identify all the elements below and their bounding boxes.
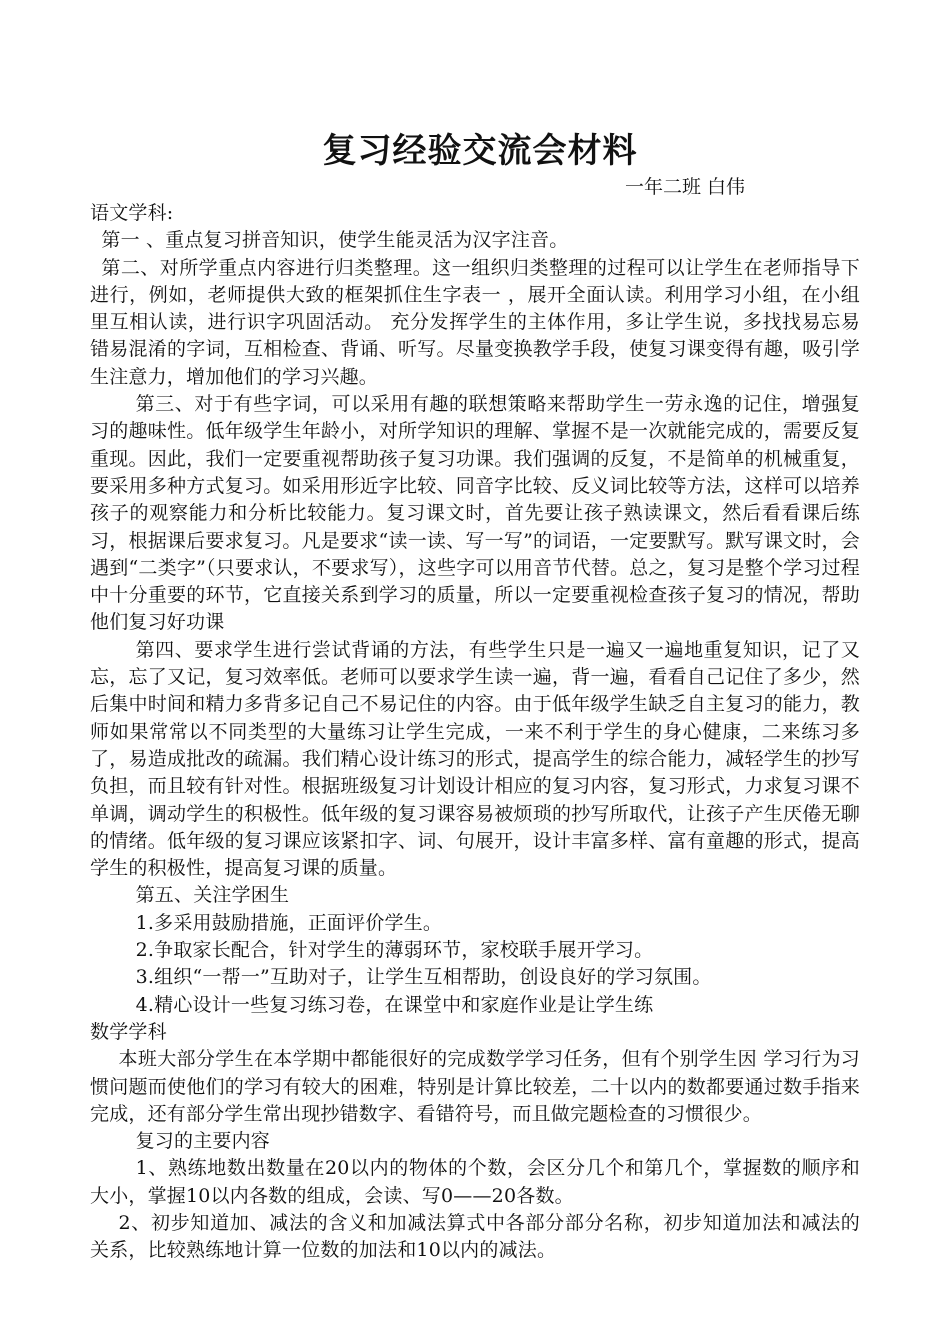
paragraph-3: 第三、对于有些字词，可以采用有趣的联想策略来帮助学生一劳永逸的记住，增强复习的趣味性。低年级学生年龄小，对所学知识的理解、掌握不是一次就能完成的，需要反复重现。因此，我们一定要重视帮助孩子复习功课。我们强调的反复，不是简单的机械重复，要采用多种方式复习。如采用形近字比较、同音字比较、反义词比较等方法，这样可以培养孩子的观察能力和分析比较能力。复习课文时，首先要让孩子熟读课文，然后看看课后练习，根据课后要求复习。凡是要求“读一读、写一写”的词语，一定要默写。默写课文时，会遇到“二类字”（只要求认，不要求写），这些字可以用音节代替。总之，复习是整个学习过程中十分重要的环节，它直接关系到学习的质量，所以一定要重视检查孩子复习的情况，帮助他们复习好功课	[90, 393, 860, 634]
paragraph-1: 第一 、重点复习拼音知识，使学生能灵活为汉字注音。	[101, 229, 569, 252]
paragraph-5-heading: 第五、关注学困生	[135, 884, 290, 907]
math-item-1: 1、熟练地数出数量在20以内的物体的个数，会区分几个和第几个，掌握数的顺序和大小，掌握10以内各数的组成，会读、写0——20各数。	[90, 1157, 860, 1207]
list-item-4: 4.精心设计一些复习练习卷，在课堂中和家庭作业是让学生练	[135, 993, 654, 1016]
document-title: 复习经验交流会材料	[322, 131, 638, 171]
math-item-2: 2、初步知道加、减法的含义和加减法算式中各部分部分名称，初步知道加法和减法的关系，比较熟练地计算一位数的加法和10以内的减法。	[90, 1211, 860, 1262]
section-heading-math: 数学学科	[90, 1020, 167, 1043]
document-body	[90, 200, 860, 1265]
paragraph-2: 第二、对所学重点内容进行归类整理。这一组织归类整理的过程可以让学生在老师指导下进行，例如，老师提供大致的框架抓住生字表一 ，展开全面认读。利用学习小组，在小组里互相认读，进行识字巩固活动。 充分发挥学生的主体作用，多让学生说，多找找易忘易错易混淆的字词，互相检查、背诵、听写。尽量变换教学手段，使复习课变得有趣，吸引学生注意力，增加他们的学习兴趣。	[90, 256, 860, 388]
list-item-1: 1.多采用鼓励措施，正面评价学生。	[135, 911, 443, 934]
list-item-2: 2.争取家长配合，针对学生的薄弱环节，家校联手展开学习。	[135, 939, 654, 962]
math-intro-paragraph: 本班大部分学生在本学期中都能很好的完成数学学习任务，但有个别学生因 学习行为习惯问题而使他们的学习有较大的困难，特别是计算比较差，二十以内的数都要通过数手指来完成，还有部分学生常出现抄错数字、看错符号，而且做完题检查的习惯很少。	[90, 1048, 860, 1125]
review-content-heading: 复习的主要内容	[135, 1130, 270, 1153]
paragraph-4: 第四、要求学生进行尝试背诵的方法，有些学生只是一遍又一遍地重复知识，记了又忘，忘了又记，复习效率低。老师可以要求学生读一遍，背一遍，看看自己记住了多少，然后集中时间和精力多背多记自己不易记住的内容。由于低年级学生缺乏自主复习的能力，教师如果常常以不同类型的大量练习让学生完成，一来不利于学生的身心健康，二来练习多了，易造成批改的疏漏。我们精心设计练习的形式，提高学生的综合能力，减轻学生的抄写负担，而且较有针对性。根据班级复习计划设计相应的复习内容，复习形式，力求复习课不单调，调动学生的积极性。低年级的复习课容易被烦琐的抄写所取代，让孩子产生厌倦无聊的情绪。低年级的复习课应该紧扣字、词、句展开，设计丰富多样、富有童趣的形式，提高学生的积极性，提高复习课的质量。	[90, 638, 860, 880]
section-heading-chinese: 语文学科:	[90, 202, 174, 224]
document-author: 一年二班 白伟	[624, 176, 745, 198]
list-item-3: 3.组织“一帮一”互助对子，让学生互相帮助，创设良好的学习氛围。	[135, 966, 712, 989]
document-page	[90, 128, 860, 1265]
